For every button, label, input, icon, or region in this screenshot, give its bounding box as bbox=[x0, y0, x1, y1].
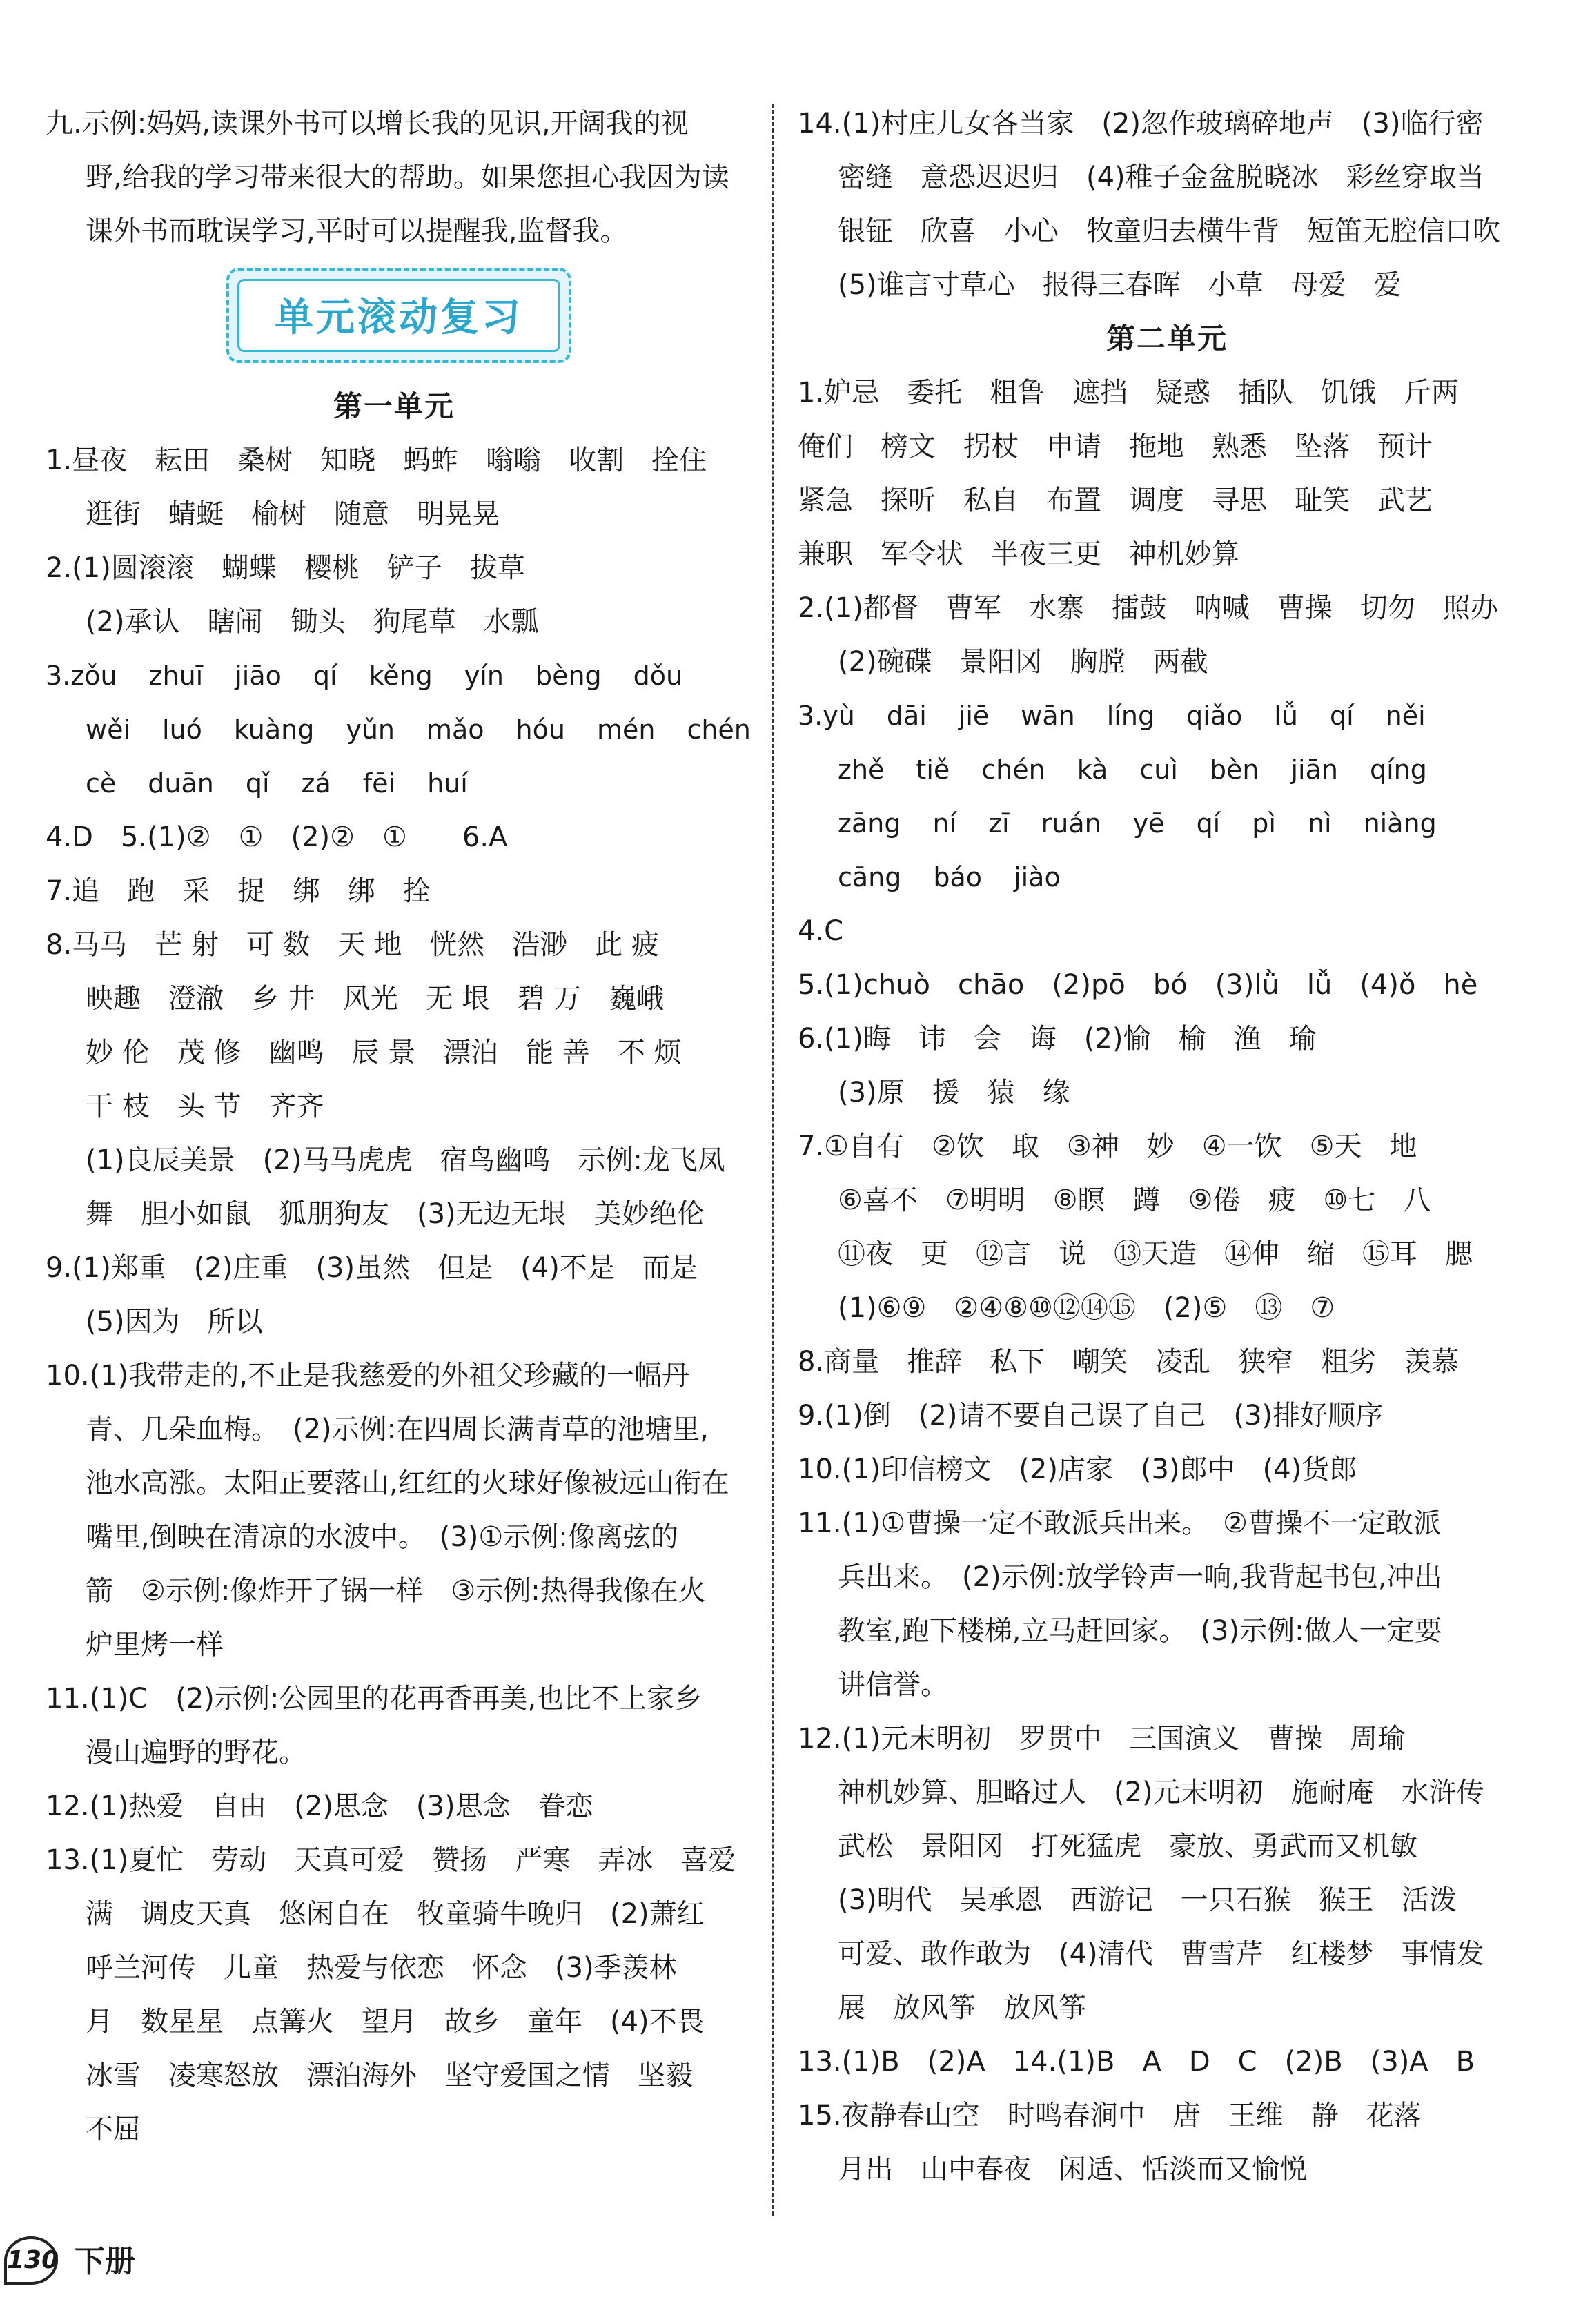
answer-line: (1)良辰美景 (2)马马虎虎 宿鸟幽鸣 示例:龙飞凤 bbox=[86, 1144, 725, 1176]
pinyin-item: huí bbox=[427, 768, 468, 799]
pinyin-item: mén bbox=[596, 714, 656, 745]
pinyin-item: bèn bbox=[1209, 754, 1259, 785]
answer-line: 可爱、敢作敢为 (4)清代 曹雪芹 红楼梦 事情发 bbox=[838, 1938, 1484, 1970]
right-block-c bbox=[798, 904, 1536, 2196]
answer-line: 青、几朵血梅。 (2)示例:在四周长满青草的池塘里, bbox=[86, 1414, 709, 1445]
right-block-a bbox=[798, 97, 1536, 312]
pinyin-row bbox=[46, 756, 743, 810]
unit2-heading: 第二单元 bbox=[1106, 322, 1228, 355]
answer-line: 4.C bbox=[798, 915, 844, 947]
banner-section bbox=[46, 258, 743, 380]
answer-line: 嘴里,倒映在清凉的水波中。 (3)①示例:像离弦的 bbox=[86, 1521, 678, 1553]
answer-line: 9.(1)倒 (2)请不要自己误了自己 (3)排好顺序 bbox=[798, 1400, 1384, 1432]
pinyin-item: dǒu bbox=[633, 661, 683, 691]
answer-line: 舞 胆小如鼠 狐朋狗友 (3)无边无垠 美妙绝伦 bbox=[86, 1198, 705, 1230]
answer-line: 2.(1)都督 曹军 水寨 擂鼓 呐喊 曹操 切勿 照办 bbox=[798, 592, 1498, 624]
answer-line: 紧急 探听 私自 布置 调度 寻思 耻笑 武艺 bbox=[798, 485, 1433, 516]
page-number: 130 bbox=[4, 2236, 58, 2285]
pinyin-item: yín bbox=[464, 661, 504, 691]
answer-line: 课外书而耽误学习,平时可以提醒我,监督我。 bbox=[86, 215, 628, 247]
pinyin-item: yǔn bbox=[346, 714, 395, 745]
section-banner bbox=[226, 268, 571, 363]
answer-line: 冰雪 凌寒怒放 漂泊海外 坚守爱国之情 坚毅 bbox=[86, 2060, 693, 2091]
left-block-a bbox=[46, 433, 743, 649]
answer-line: 干 枝 头 节 齐齐 bbox=[86, 1091, 324, 1122]
answer-line: 11.(1)C (2)示例:公园里的花再香再美,也比不上家乡 bbox=[46, 1683, 703, 1715]
left-top-block bbox=[46, 97, 743, 258]
pinyin-item: lǚ bbox=[1274, 701, 1298, 731]
pinyin-item: báo bbox=[933, 862, 983, 892]
answer-line: 10.(1)印信榜文 (2)店家 (3)郎中 (4)货郎 bbox=[798, 1454, 1357, 1485]
answer-line: 俺们 榜文 拐杖 申请 拖地 熟悉 坠落 预计 bbox=[798, 431, 1433, 462]
answer-line: 讲信誉。 bbox=[838, 1669, 948, 1701]
unit1-heading: 第一单元 bbox=[333, 389, 455, 423]
banner-title: 单元滚动复习 bbox=[237, 279, 560, 352]
volume-label: 下册 bbox=[75, 2244, 135, 2279]
answer-line: 密缝 意恐迟迟归 (4)稚子金盆脱晓冰 彩丝穿取当 bbox=[838, 162, 1484, 193]
answer-line: 月 数星星 点篝火 望月 故乡 童年 (4)不畏 bbox=[86, 2006, 705, 2038]
answer-line: 2.(1)圆滚滚 蝴蝶 樱桃 铲子 拔草 bbox=[46, 552, 525, 584]
pinyin-item: duān bbox=[148, 768, 214, 799]
column-divider bbox=[772, 104, 774, 2216]
answer-line: 4.D 5.(1)② ① (2)② ① 6.A bbox=[46, 821, 508, 853]
answer-line: 漫山遍野的野花。 bbox=[86, 1737, 306, 1768]
pinyin-item: fēi bbox=[362, 768, 396, 799]
pinyin-item: jiào bbox=[1014, 862, 1061, 892]
answer-line: 15.夜静春山空 时鸣春涧中 唐 王维 静 花落 bbox=[798, 2100, 1422, 2131]
answer-line: 8.马马 芒 射 可 数 天 地 恍然 浩渺 此 疲 bbox=[46, 929, 660, 961]
answer-line: 10.(1)我带走的,不止是我慈爱的外祖父珍藏的一幅丹 bbox=[46, 1360, 689, 1392]
pinyin-item: 3.zǒu bbox=[46, 661, 117, 691]
answer-line: ⑪夜 更 ⑫言 说 ⑬天造 ⑭伸 缩 ⑮耳 腮 bbox=[838, 1238, 1473, 1270]
pinyin-row bbox=[798, 743, 1536, 797]
pinyin-item: cāng bbox=[838, 862, 902, 892]
answer-line: (5)因为 所以 bbox=[86, 1306, 263, 1338]
pinyin-item: qí bbox=[1329, 701, 1354, 731]
pinyin-item: yē bbox=[1132, 808, 1165, 839]
answer-line: (1)⑥⑨ ②④⑧⑩⑫⑭⑮ (2)⑤ ⑬ ⑦ bbox=[838, 1292, 1335, 1324]
pinyin-item: qíng bbox=[1369, 754, 1427, 785]
answer-line: 展 放风筝 放风筝 bbox=[838, 1992, 1086, 2024]
answer-line: 1.妒忌 委托 粗鲁 遮挡 疑惑 插队 饥饿 斤两 bbox=[798, 377, 1460, 409]
pinyin-item: líng bbox=[1106, 701, 1155, 731]
pinyin-item: qí bbox=[1196, 808, 1221, 839]
answer-line: 教室,跑下楼梯,立马赶回家。 (3)示例:做人一定要 bbox=[838, 1615, 1442, 1647]
pinyin-item: zá bbox=[301, 768, 331, 799]
answer-line: 野,给我的学习带来很大的帮助。如果您担心我因为读 bbox=[86, 162, 729, 193]
answer-line: 13.(1)夏忙 劳动 天真可爱 赞扬 严寒 弄冰 喜爱 bbox=[46, 1844, 736, 1876]
pinyin-item: zhě bbox=[838, 754, 885, 785]
answer-line: (3)明代 吴承恩 西游记 一只石猴 猴王 活泼 bbox=[838, 1884, 1457, 1916]
pinyin-item: bèng bbox=[535, 661, 602, 691]
answer-line: 6.(1)晦 讳 会 诲 (2)愉 榆 渔 瑜 bbox=[798, 1023, 1317, 1055]
pinyin-item: něi bbox=[1385, 701, 1426, 731]
answer-line: (5)谁言寸草心 报得三春晖 小草 母爱 爱 bbox=[838, 269, 1402, 301]
pinyin-item: qí bbox=[313, 661, 337, 691]
pinyin-item: niàng bbox=[1363, 808, 1437, 839]
answer-line: (2)碗碟 景阳冈 胸膛 两截 bbox=[838, 646, 1208, 678]
pinyin-item: 3.yù bbox=[798, 701, 855, 731]
answer-line: 1.昼夜 耘田 桑树 知晓 蚂蚱 嗡嗡 收割 拴住 bbox=[46, 445, 707, 476]
pinyin-row bbox=[46, 703, 751, 756]
pinyin-item: jiē bbox=[958, 701, 990, 731]
page-footer bbox=[0, 2229, 221, 2293]
answer-line: 11.(1)①曹操一定不敢派兵出来。 ②曹操不一定敢派 bbox=[798, 1507, 1441, 1539]
pinyin-item: qǐ bbox=[245, 768, 270, 799]
pinyin-item: cuì bbox=[1139, 754, 1178, 785]
answer-line: 妙 伦 茂 修 幽鸣 辰 景 漂泊 能 善 不 烦 bbox=[86, 1037, 682, 1068]
pinyin-item: zāng bbox=[838, 808, 901, 839]
pinyin-item: mǎo bbox=[426, 714, 484, 745]
pinyin-item: kà bbox=[1077, 754, 1108, 785]
answer-line: 7.①自有 ②饮 取 ③神 妙 ④一饮 ⑤天 地 bbox=[798, 1131, 1417, 1162]
pinyin-item: nì bbox=[1307, 808, 1332, 839]
answer-line: 7.追 跑 采 捉 绑 绑 拴 bbox=[46, 875, 431, 907]
answer-line: 14.(1)村庄儿女各当家 (2)忽作玻璃碎地声 (3)临行密 bbox=[798, 108, 1484, 139]
left-block-b bbox=[46, 810, 743, 2156]
pinyin-row bbox=[46, 649, 743, 703]
pinyin-item: wěi bbox=[86, 714, 131, 745]
pinyin-item: hóu bbox=[515, 714, 565, 745]
pinyin-item: jiāo bbox=[235, 661, 282, 691]
answer-line: 逛街 蜻蜓 榆树 随意 明晃晃 bbox=[86, 498, 500, 530]
answer-line: 满 调皮天真 悠闲自在 牧童骑牛晚归 (2)萧红 bbox=[86, 1898, 705, 1930]
answer-line: 炉里烤一样 bbox=[86, 1629, 224, 1661]
pinyin-item: jiān bbox=[1290, 754, 1338, 785]
right-pinyin-block bbox=[798, 689, 1536, 904]
answer-line: 神机妙算、胆略过人 (2)元末明初 施耐庵 水浒传 bbox=[838, 1777, 1484, 1808]
pinyin-item: ní bbox=[932, 808, 957, 839]
answer-line: 8.商量 推辞 私下 嘲笑 凌乱 狭窄 粗劣 羡慕 bbox=[798, 1346, 1460, 1378]
pinyin-item: qiǎo bbox=[1186, 701, 1243, 731]
pinyin-row bbox=[798, 797, 1536, 850]
pinyin-item: kěng bbox=[369, 661, 433, 691]
pinyin-item: dāi bbox=[886, 701, 927, 731]
pinyin-item: chén bbox=[687, 714, 751, 745]
pinyin-row bbox=[798, 689, 1536, 743]
pinyin-item: chén bbox=[981, 754, 1045, 785]
pinyin-item: luó bbox=[162, 714, 202, 745]
answer-line: 箭 ②示例:像炸开了锅一样 ③示例:热得我像在火 bbox=[86, 1575, 706, 1607]
answer-line: 兼职 军令状 半夜三更 神机妙算 bbox=[798, 538, 1239, 570]
right-column bbox=[798, 97, 1536, 2196]
answer-line: (3)原 援 猿 缘 bbox=[838, 1077, 1070, 1109]
pinyin-item: wān bbox=[1021, 701, 1075, 731]
answer-line: 5.(1)chuò chāo (2)pō bó (3)lǜ lǚ (4)ǒ hè bbox=[798, 969, 1478, 1001]
pinyin-item: tiě bbox=[916, 754, 950, 785]
pinyin-item: ruán bbox=[1041, 808, 1101, 839]
answer-line: 13.(1)B (2)A 14.(1)B A D C (2)B (3)A B bbox=[798, 2046, 1475, 2078]
answer-line: 12.(1)元末明初 罗贯中 三国演义 曹操 周瑜 bbox=[798, 1723, 1406, 1755]
pinyin-item: kuàng bbox=[233, 714, 315, 745]
answer-line: (2)承认 瞎闹 锄头 狗尾草 水瓢 bbox=[86, 606, 539, 638]
pinyin-item: zhuī bbox=[148, 661, 204, 691]
pinyin-item: zī bbox=[988, 808, 1010, 839]
answer-line: 映趣 澄澈 乡 井 风光 无 垠 碧 万 巍峨 bbox=[86, 983, 665, 1015]
answer-line: 12.(1)热爱 自由 (2)思念 (3)思念 眷恋 bbox=[46, 1790, 593, 1822]
answer-line: 池水高涨。太阳正要落山,红红的火球好像被远山衔在 bbox=[86, 1467, 729, 1499]
left-pinyin-block bbox=[46, 649, 751, 810]
pinyin-row bbox=[798, 850, 1536, 904]
answer-line: 月出 山中春夜 闲适、恬淡而又愉悦 bbox=[838, 2154, 1307, 2185]
answer-line: 不屈 bbox=[86, 2113, 141, 2145]
answer-line: 兵出来。 (2)示例:放学铃声一响,我背起书包,冲出 bbox=[838, 1561, 1442, 1593]
answer-line: 9.(1)郑重 (2)庄重 (3)虽然 但是 (4)不是 而是 bbox=[46, 1252, 698, 1284]
answer-line: 武松 景阳冈 打死猛虎 豪放、勇武而又机敏 bbox=[838, 1830, 1417, 1862]
pinyin-item: pì bbox=[1252, 808, 1276, 839]
left-column bbox=[46, 97, 751, 2156]
answer-line: ⑥喜不 ⑦明明 ⑧瞑 蹲 ⑨倦 疲 ⑩七 八 bbox=[838, 1184, 1431, 1216]
answer-line: 银钲 欣喜 小心 牧童归去横牛背 短笛无腔信口吹 bbox=[838, 215, 1500, 247]
right-block-b bbox=[798, 366, 1536, 689]
answer-line: 呼兰河传 儿童 热爱与依恋 怀念 (3)季羡林 bbox=[86, 1952, 677, 1984]
pinyin-item: cè bbox=[86, 768, 117, 799]
answer-line: 九.示例:妈妈,读课外书可以增长我的见识,开阔我的视 bbox=[46, 108, 689, 139]
